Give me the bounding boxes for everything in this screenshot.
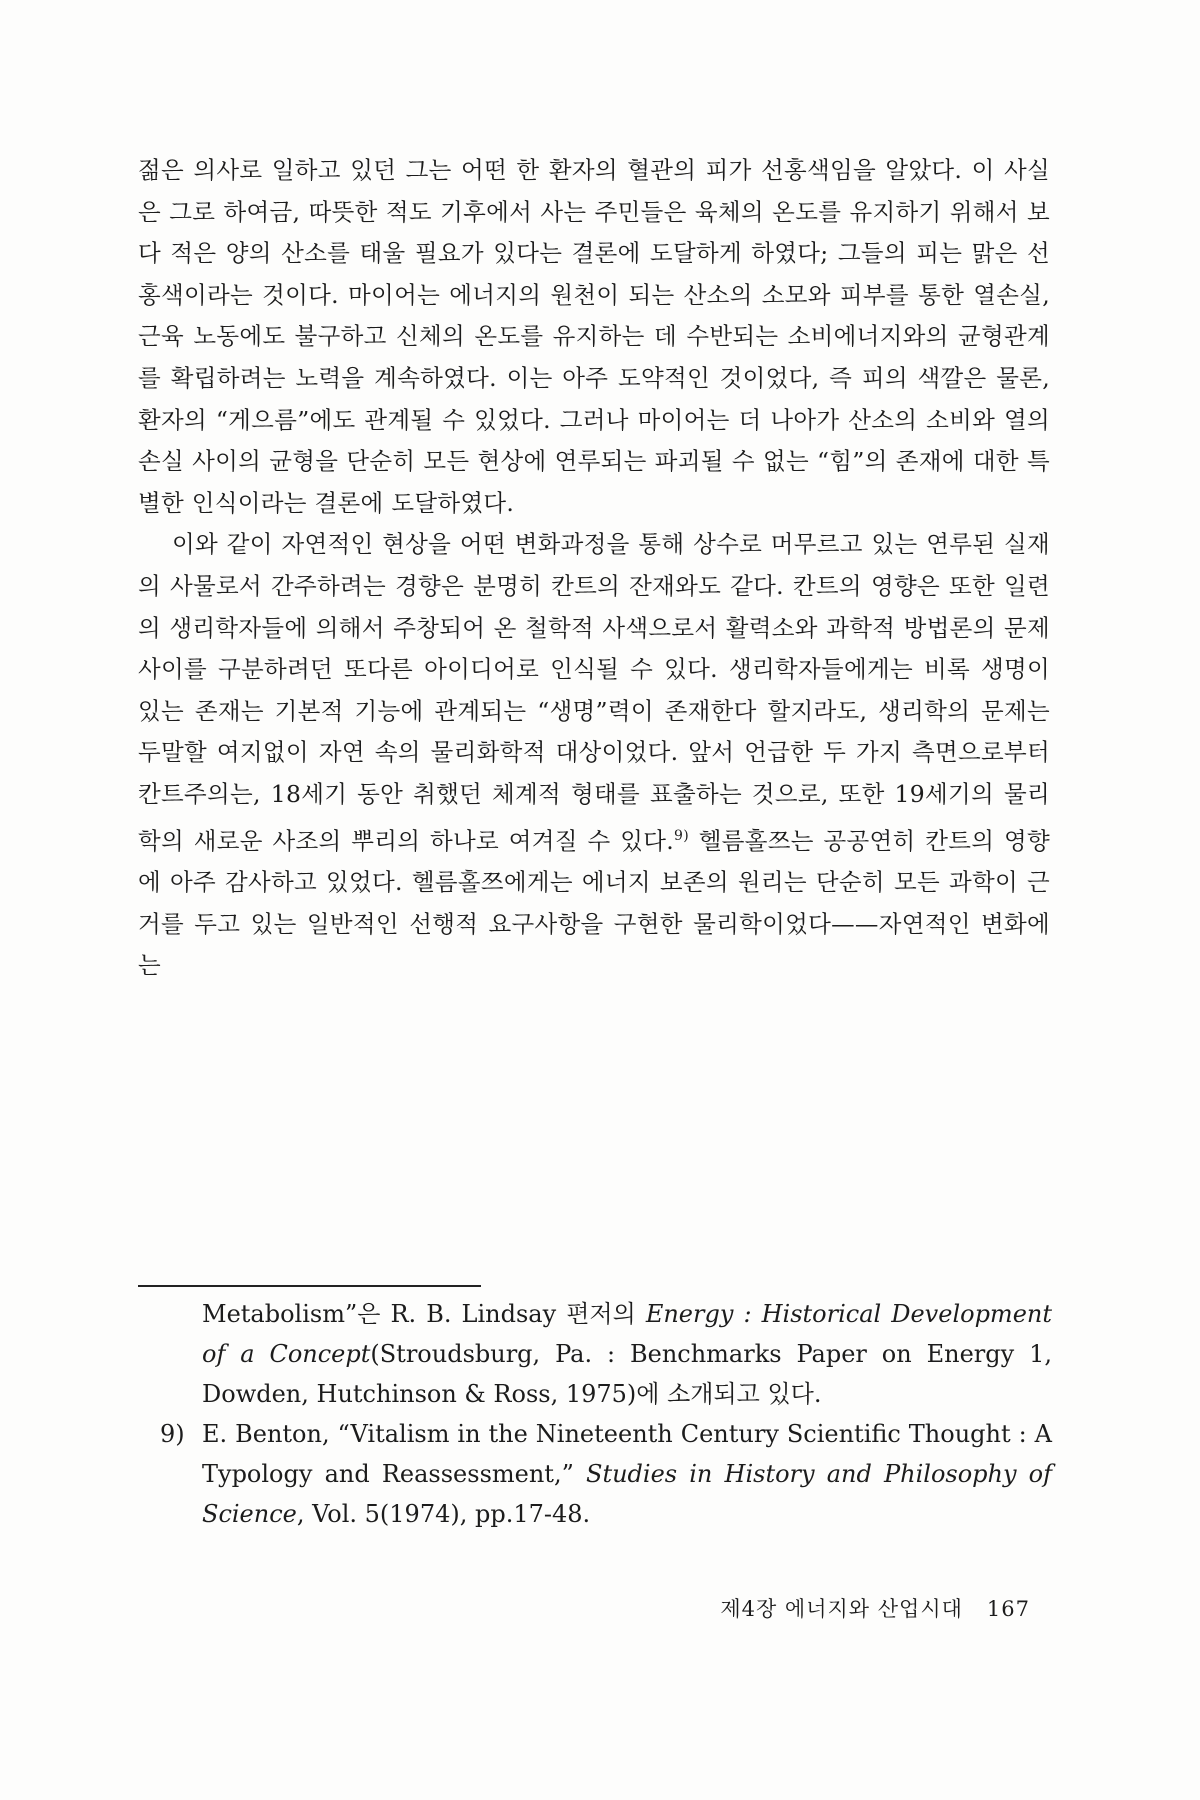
footnote-text: E. Benton, “Vitalism in the Nineteenth Century Scientific Thought : A Typology and Reassessment,” bbox=[202, 1420, 1052, 1488]
paragraph-text-continued: 헬름홀쯔는 공공연히 칸트의 영향에 아주 감사하고 있었다. 헬름홀쯔에게는 에너지 보존의 원리는 단순히 모든 과학이 근거를 두고 있는 일반적인 선행적 요구사항을 구현한 물리학이었다——자연적인 변화에는 bbox=[138, 826, 1050, 980]
footnote-9 bbox=[160, 1414, 1052, 1534]
footnote-continued bbox=[160, 1294, 1052, 1414]
footnote-text: (Stroudsburg, Pa. : Benchmarks Paper on Energy 1, Dowden, Hutchinson & Ross, 1975)에 소개되고 있다. bbox=[202, 1340, 1052, 1408]
footnote-text: , Vol. 5(1974), pp.17-48. bbox=[296, 1500, 591, 1528]
footnote-book-title: Energy : Historical Development of a Concept bbox=[202, 1300, 1052, 1368]
footnote-number: 9) bbox=[160, 1420, 185, 1448]
footnote-journal-title: Studies in History and Philosophy of Science bbox=[202, 1460, 1053, 1528]
chapter-title: 제4장 에너지와 산업시대 bbox=[720, 1597, 963, 1621]
page-number: 167 bbox=[986, 1597, 1030, 1621]
footnote-text: Metabolism”은 R. B. Lindsay 편저의 bbox=[202, 1300, 646, 1328]
footnotes bbox=[160, 1294, 1052, 1534]
footnote-separator bbox=[138, 1285, 481, 1287]
running-footer bbox=[720, 1593, 1030, 1623]
paragraph bbox=[138, 524, 1050, 986]
paragraph bbox=[138, 150, 1050, 524]
paragraph-text: 이와 같이 자연적인 현상을 어떤 변화과정을 통해 상수로 머무르고 있는 연루된 실재의 사물로서 간주하려는 경향은 분명히 칸트의 잔재와도 같다. 칸트의 영향은 또한 일련의 생리학자들에 의해서 주창되어 온 철학적 사색으로서 활력소와 과학적 방법론의 문제 사이를 구분하려던 또다른 아이디어로 인식될 수 있다. 생리학자들에게는 비록 생명이 있는 존재는 기본적 기능에 관계되는 “생명”력이 존재한다 할지라도, 생리학의 문제는 두말할 여지없이 자연 속의 물리화학적 대상이었다. 앞서 언급한 두 가지 측면으로부터 칸트주의는, 18세기 동안 취했던 체계적 형태를 표출하는 것으로, 또한 19세기의 물리학의 새로운 사조의 뿌리의 하나로 여겨질 수 있다. bbox=[138, 530, 1050, 855]
paragraph-text: 젊은 의사로 일하고 있던 그는 어떤 한 환자의 혈관의 피가 선홍색임을 알았다. 이 사실은 그로 하여금, 따뜻한 적도 기후에서 사는 주민들은 육체의 온도를 유지하기 위해서 보다 적은 양의 산소를 태울 필요가 있다는 결론에 도달하게 하였다; 그들의 피는 맑은 선홍색이라는 것이다. 마이어는 에너지의 원천이 되는 산소의 소모와 피부를 통한 열손실, 근육 노동에도 불구하고 신체의 온도를 유지하는 데 수반되는 소비에너지와의 균형관계를 확립하려는 노력을 계속하였다. 이는 아주 도약적인 것이었다, 즉 피의 색깔은 물론, 환자의 “게으름”에도 관계될 수 있었다. 그러나 마이어는 더 나아가 산소의 소비와 열의 손실 사이의 균형을 단순히 모든 현상에 연루되는 파괴될 수 없는 “힘”의 존재에 대한 특별한 인식이라는 결론에 도달하였다. bbox=[138, 156, 1050, 517]
main-text bbox=[138, 150, 1050, 987]
footnote-reference[interactable]: 9) bbox=[674, 827, 689, 844]
